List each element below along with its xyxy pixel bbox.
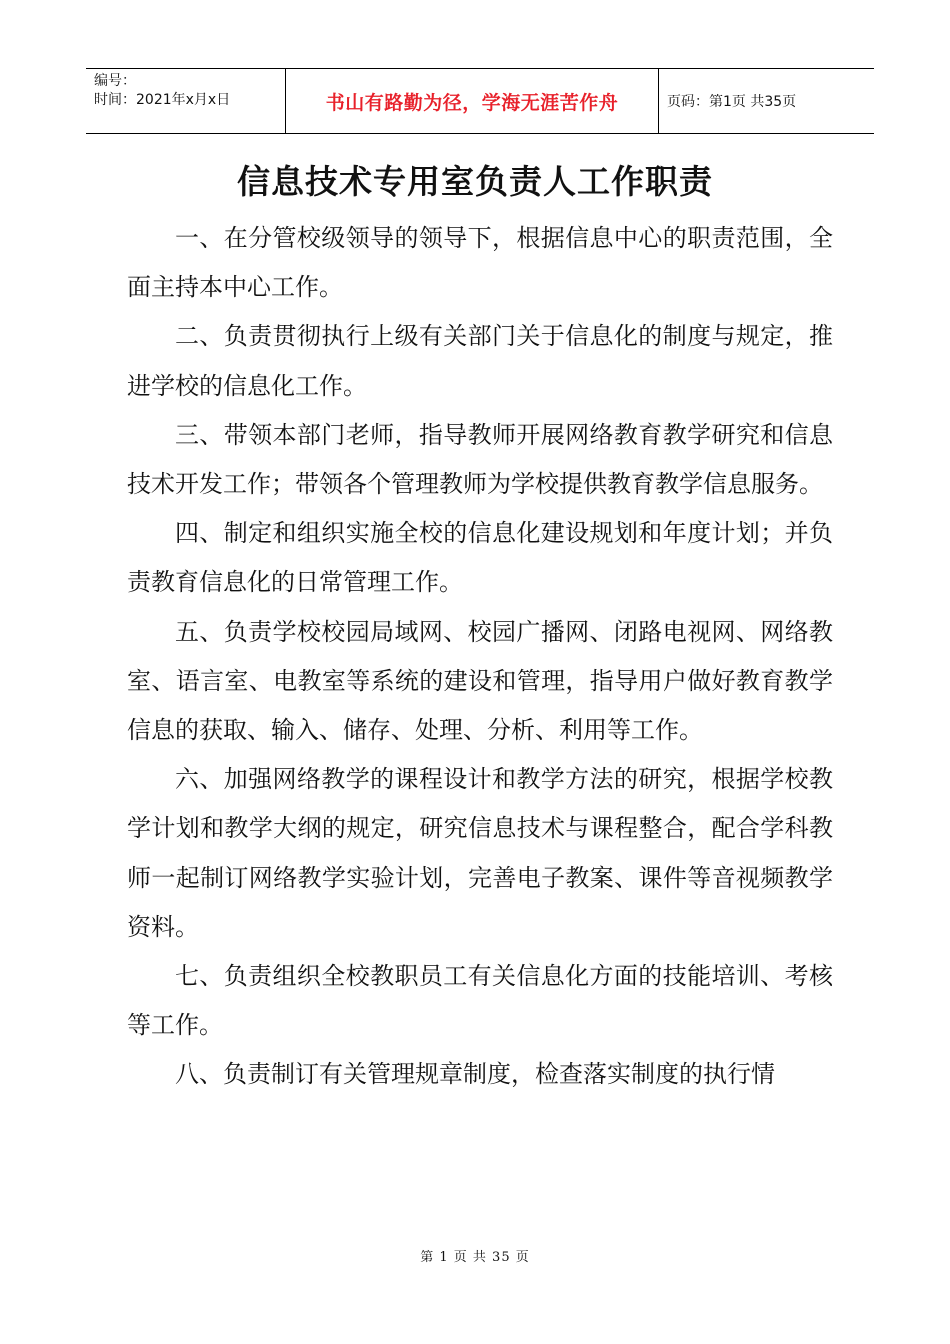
- paragraph-4: 四、制定和组织实施全校的信息化建设规划和年度计划；并负责教育信息化的日常管理工作。: [127, 519, 833, 597]
- paragraph-3: 三、带领本部门老师，指导教师开展网络教育教学研究和信息技术开发工作；带领各个管理教师为学校提供教育教学信息服务。: [127, 420, 833, 499]
- header-page-info: 页码：第1页 共35页: [667, 94, 797, 110]
- document-body: [127, 214, 833, 1100]
- paragraph-1: 一、在分管校级领导的领导下，根据信息中心的职责范围，全面主持本中心工作。: [127, 224, 833, 302]
- paragraph-6: 六、加强网络教学的课程设计和教学方法的研究，根据学校教学计划和教学大纲的规定，研究信息技术与课程整合，配合学科教师一起制订网络教学实验计划，完善电子教案、课件等音视频教学资料。: [127, 765, 833, 941]
- paragraph-8: 八、负责制订有关管理规章制度，检查落实制度的执行情: [175, 1060, 775, 1089]
- document-header: [86, 68, 874, 134]
- page-footer: 第 1 页 共 35 页: [420, 1250, 530, 1265]
- paragraph-5: 五、负责学校校园局域网、校园广播网、闭路电视网、网络教室、语言室、电教室等系统的建设和管理，指导用户做好教育教学信息的获取、输入、储存、处理、分析、利用等工作。: [127, 617, 833, 745]
- paragraph-2: 二、负责贯彻执行上级有关部门关于信息化的制度与规定，推进学校的信息化工作。: [127, 322, 833, 400]
- document-title: 信息技术专用室负责人工作职责: [237, 162, 713, 201]
- document-date-label: 时间：2021年x月x日: [94, 92, 231, 108]
- header-motto: 书山有路勤为径，学海无涯苦作舟: [286, 69, 659, 133]
- paragraph-7: 七、负责组织全校教职员工有关信息化方面的技能培训、考核等工作。: [127, 962, 833, 1040]
- header-meta-cell: [86, 69, 286, 133]
- document-number-label: 编号：: [94, 73, 136, 89]
